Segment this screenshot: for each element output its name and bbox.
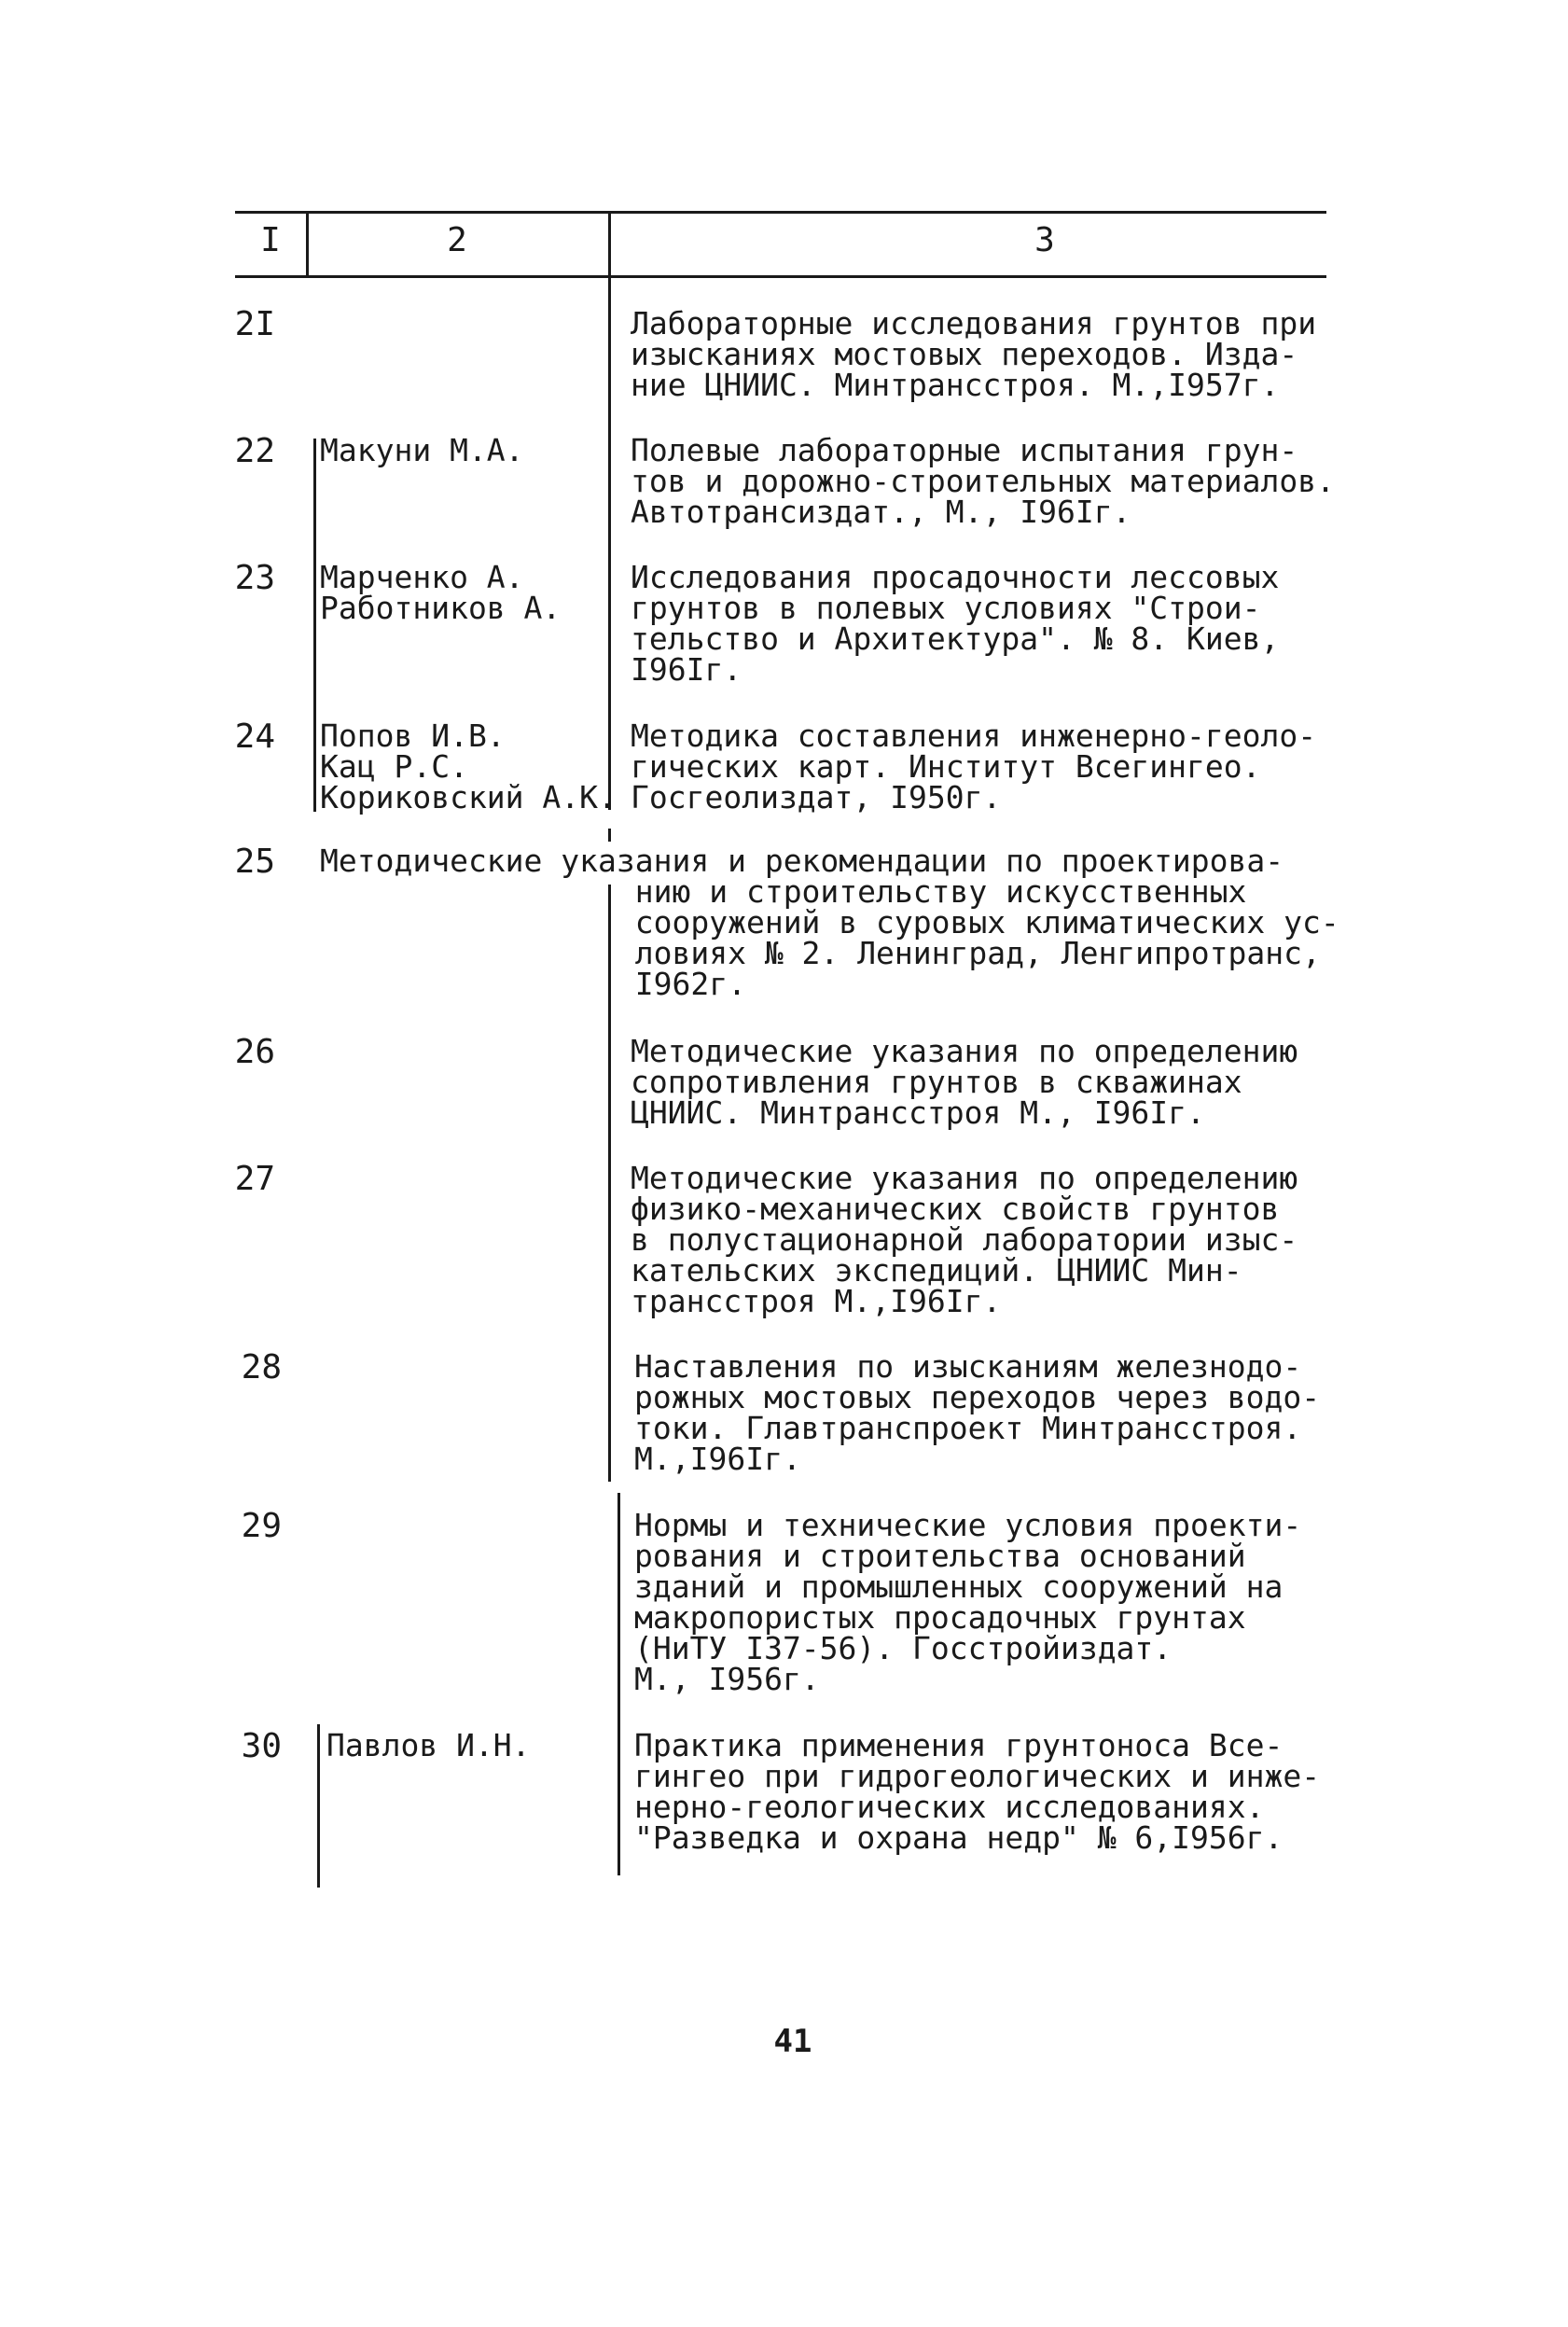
header-col-3: 3	[1034, 221, 1055, 259]
table-header-rule	[235, 275, 1326, 278]
entry-author: Макуни М.А.	[320, 432, 524, 468]
entry-title: Методические указания по определению сопротивления грунтов в скважинах ЦНИИС. Минтрансстроя М., I96Iг.	[631, 1033, 1298, 1131]
column-divider-1-bottom	[317, 1724, 320, 1888]
column-divider-2	[608, 211, 611, 278]
entry-title: Методические указания по определению физико-механических свойств грунтов в полустационарной лаборатории изыс- кательских экспедиций. ЦНИИС Мин- трансстроя М.,I96Iг.	[631, 1160, 1298, 1319]
entry-title: Методические указания и рекомендации по проектирова- нию и строительству искусственных сооружений в суровых климатических ус- ловиях № 2. Ленинград, Ленгипротранс, I962г.	[320, 843, 1339, 1002]
row-number: 2I	[234, 305, 275, 343]
entry-author: Павлов И.Н.	[326, 1727, 531, 1763]
entry-title: Методика составления инженерно-геоло- гических карт. Институт Всегингео. Госгеолиздат, I950г.	[631, 718, 1317, 815]
entry-title: Исследования просадочности лессовых грунтов в полевых условиях "Строи- тельство и Архитектура". № 8. Киев, I96Iг.	[631, 559, 1280, 688]
row-number: 26	[234, 1033, 275, 1071]
column-divider-2-bottom	[617, 1493, 620, 1875]
entry-title: Наставления по изысканиям железнодо- рожных мостовых переходов через водо- токи. Главтранспроект Минтрансстроя. М.,I96Iг.	[634, 1348, 1321, 1477]
entry-author: Попов И.В. Кац Р.С. Кориковский А.К.	[320, 718, 617, 815]
row-number: 30	[241, 1727, 282, 1765]
row-number: 24	[234, 718, 275, 756]
header-col-2: 2	[447, 221, 467, 259]
column-divider-1-body	[313, 439, 316, 812]
row-number: 27	[234, 1160, 275, 1198]
header-col-1: I	[260, 221, 281, 259]
entry-title: Нормы и технические условия проекти- рования и строительства оснований зданий и промышленных сооружений на макропористых просадочных грунтах (НиТУ I37-56). Госстройиздат. М., I956г.	[634, 1507, 1302, 1697]
column-divider-2-tick	[608, 829, 611, 842]
entry-title: Полевые лабораторные испытания грун- тов и дорожно-строительных материалов. Автотрансиздат., М., I96Iг.	[631, 432, 1335, 530]
entry-title: Лабораторные исследования грунтов при изысканиях мостовых переходов. Изда- ние ЦНИИС. Минтрансстроя. М.,I957г.	[631, 305, 1317, 403]
entry-title: Практика применения грунтоноса Все- гингео при гидрогеологических и инже- нерно-геологических исследованиях. "Разведка и охрана недр" № 6,I956г.	[634, 1727, 1321, 1856]
column-divider-1	[306, 211, 309, 278]
row-number: 25	[234, 843, 275, 881]
row-number: 28	[241, 1348, 282, 1386]
row-number: 23	[234, 559, 275, 597]
entry-author: Марченко А. Работников А.	[320, 559, 562, 626]
page-number: 41	[773, 2023, 812, 2060]
row-number: 29	[241, 1507, 282, 1545]
row-number: 22	[234, 432, 275, 470]
table-top-rule	[235, 211, 1326, 214]
